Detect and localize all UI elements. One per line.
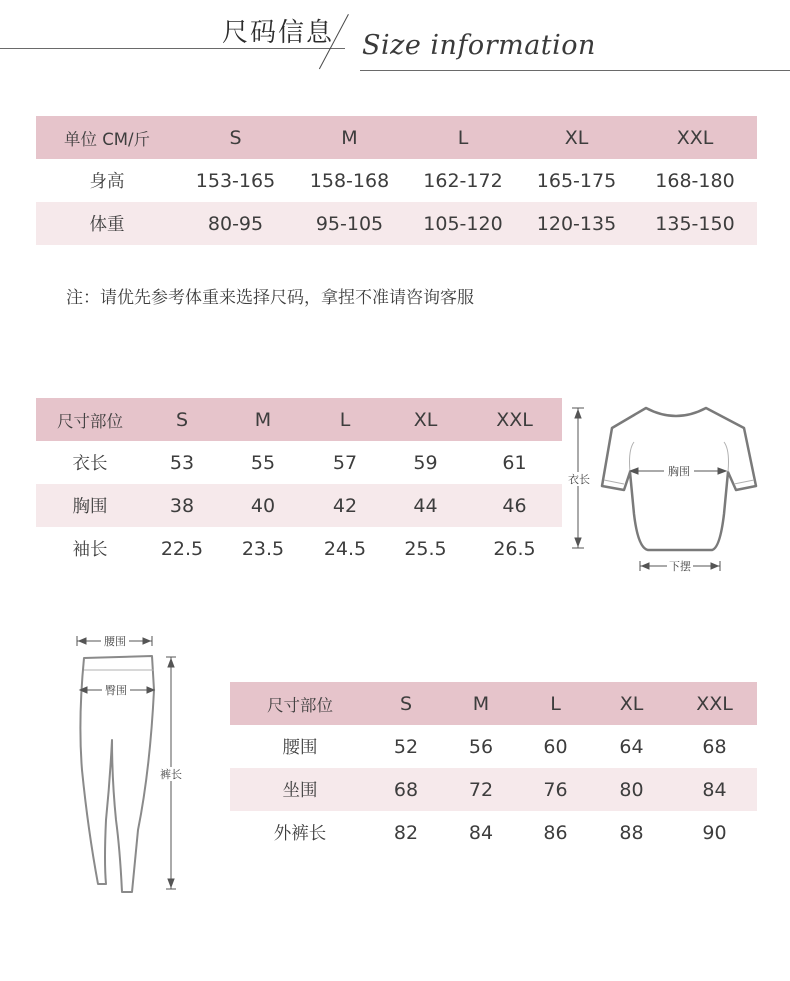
header-cell-s: S — [370, 682, 442, 725]
header-cell-l: L — [306, 398, 384, 441]
header-cell-xl: XL — [384, 398, 467, 441]
table-row-hip — [230, 768, 757, 811]
waist-label: 腰围 — [104, 635, 126, 648]
cell: 26.5 — [493, 537, 536, 560]
row-label: 身高 — [89, 172, 125, 192]
cell: 44 — [384, 484, 467, 527]
table-row-length — [36, 441, 562, 484]
cell: 57 — [332, 451, 358, 474]
cell: 80-95 — [178, 202, 293, 245]
height-weight-table — [36, 116, 757, 245]
cell: 168-180 — [655, 169, 735, 192]
length-label: 衣长 — [568, 473, 590, 486]
header-cell-s: S — [144, 398, 220, 441]
header-cell-part: 尺寸部位 — [230, 682, 370, 725]
cell: 90 — [702, 821, 727, 844]
table-row-waist — [230, 725, 757, 768]
cell: 59 — [413, 451, 438, 474]
cell: 95-105 — [293, 202, 406, 245]
header-cell-xl: XL — [591, 682, 672, 725]
hip-label: 臀围 — [105, 684, 127, 697]
table-row-outseam — [230, 811, 757, 854]
cell: 68 — [370, 768, 442, 811]
pants-size-table — [230, 682, 757, 854]
cell: 24.5 — [323, 537, 367, 560]
cell: 56 — [468, 735, 494, 758]
header-cell-xxl: XXL — [633, 116, 757, 159]
hem-label: 下摆 — [669, 560, 691, 573]
header-cell-unit: 单位 CM/斤 — [36, 116, 178, 159]
row-label: 体重 — [36, 202, 178, 245]
header-cell-xxl: XXL — [467, 398, 562, 441]
cell: 60 — [543, 735, 568, 758]
cell: 86 — [543, 821, 568, 844]
cell: 165-175 — [536, 169, 617, 192]
header-cell-m: M — [220, 398, 306, 441]
cell: 84 — [672, 768, 757, 811]
tshirt-diagram — [568, 400, 768, 580]
cell: 40 — [220, 484, 306, 527]
page-title-cn: 尺码信息 — [222, 18, 335, 48]
header-cell-l: L — [406, 116, 520, 159]
cell: 72 — [442, 768, 520, 811]
cell: 120-135 — [520, 202, 633, 245]
row-label: 坐围 — [230, 768, 370, 811]
header-cell-xl: XL — [520, 116, 633, 159]
table-header-row — [36, 398, 562, 441]
table-row-chest — [36, 484, 562, 527]
header-cell-s: S — [178, 116, 293, 159]
table-row-sleeve — [36, 527, 562, 570]
cell: 53 — [169, 451, 195, 474]
top-size-table — [36, 398, 562, 570]
header-cell-m: M — [442, 682, 520, 725]
cell: 38 — [144, 484, 220, 527]
cell: 42 — [306, 484, 384, 527]
row-label: 袖长 — [72, 540, 108, 560]
header-cell-m: M — [293, 116, 406, 159]
table-row-weight — [36, 202, 757, 245]
cell: 84 — [468, 821, 494, 844]
header-cell-part: 尺寸部位 — [36, 398, 144, 441]
cell: 23.5 — [241, 537, 285, 560]
cell: 82 — [393, 821, 419, 844]
cell: 76 — [520, 768, 591, 811]
pants-length-label: 裤长 — [160, 768, 182, 781]
header-cell-l: L — [520, 682, 591, 725]
row-label: 胸围 — [36, 484, 144, 527]
header-rule-right — [360, 70, 790, 71]
cell: 135-150 — [633, 202, 757, 245]
cell: 22.5 — [160, 537, 204, 560]
cell: 64 — [619, 735, 644, 758]
chest-label: 胸围 — [668, 465, 690, 478]
table-row-height — [36, 159, 757, 202]
row-label: 外裤长 — [273, 824, 327, 844]
cell: 158-168 — [309, 169, 390, 192]
row-label: 衣长 — [72, 454, 108, 474]
cell: 68 — [702, 735, 727, 758]
cell: 153-165 — [195, 169, 276, 192]
cell: 46 — [467, 484, 562, 527]
cell: 88 — [619, 821, 644, 844]
tshirt-outline — [602, 408, 756, 550]
cell: 61 — [502, 451, 527, 474]
row-label: 腰围 — [282, 738, 318, 758]
table-header-row — [230, 682, 757, 725]
pants-diagram — [70, 630, 190, 900]
size-note: 注：请优先参考体重来选择尺码，拿捏不准请咨询客服 — [66, 288, 474, 308]
page-title-en: Size information — [362, 30, 596, 61]
cell: 52 — [393, 735, 419, 758]
cell: 162-172 — [423, 169, 503, 192]
cell: 80 — [591, 768, 672, 811]
cell: 55 — [250, 451, 276, 474]
cell: 105-120 — [406, 202, 520, 245]
header-cell-xxl: XXL — [672, 682, 757, 725]
cell: 25.5 — [404, 537, 447, 560]
table-header-row — [36, 116, 757, 159]
